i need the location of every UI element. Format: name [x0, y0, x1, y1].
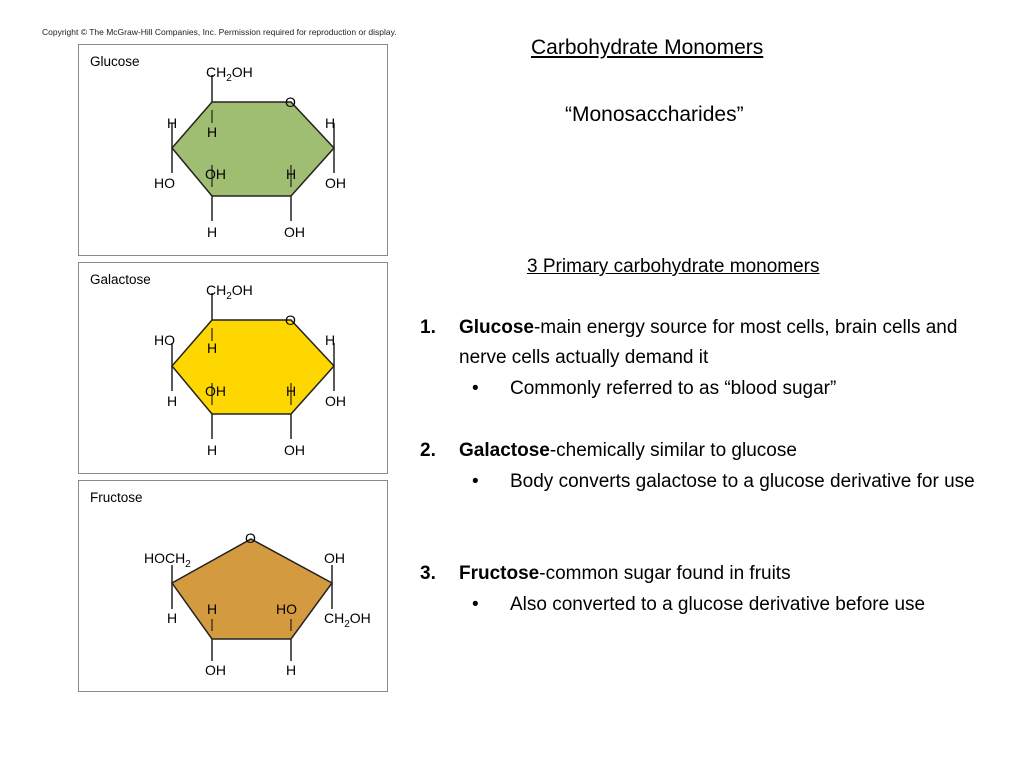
glucose-h-inner: H [207, 124, 218, 140]
bullet-text: Commonly referred to as “blood sugar” [510, 378, 837, 399]
bullet-galactose [472, 467, 992, 497]
bullet-icon: • [472, 471, 479, 492]
glucose-o: O [285, 94, 296, 110]
fructose-h-bottom: H [286, 662, 297, 678]
bullet-text: Also converted to a glucose derivative before use [510, 594, 926, 615]
item-number: 2. [420, 440, 436, 461]
galactose-ring [172, 320, 334, 414]
fructose-hoch2: $HOCH_2$ [144, 550, 191, 570]
fructose-h-left: H [167, 610, 178, 626]
glucose-h-inner2: H [286, 166, 297, 182]
copyright-notice: Copyright © The McGraw-Hill Companies, Inc. Permission required for reproduction or display. [42, 27, 397, 37]
glucose-label: Glucose [90, 54, 140, 69]
galactose-structure-panel [78, 262, 388, 474]
glucose-oh-inner: OH [205, 166, 226, 182]
bullet-icon: • [472, 594, 479, 615]
fructose-structure-panel [78, 480, 388, 692]
fructose-h-inner: H [207, 601, 218, 617]
item-number: 3. [420, 563, 436, 584]
fructose-oh-bottom: OH [205, 662, 226, 678]
galactose-oh-bottom: OH [284, 442, 305, 458]
galactose-oh-inner: OH [205, 383, 226, 399]
item-term: Galactose [459, 440, 550, 461]
glucose-oh-bottom: OH [284, 224, 305, 240]
galactose-h-left: H [167, 393, 178, 409]
fructose-oh-top: OH [324, 550, 345, 566]
glucose-h-left: H [167, 115, 178, 131]
galactose-h-right: H [325, 332, 336, 348]
slide-subtitle: “Monosaccharides” [565, 103, 744, 126]
fructose-ch2oh: $CH_2OH$ [324, 610, 371, 630]
fructose-ring [172, 539, 332, 639]
item-term: Fructose [459, 563, 540, 584]
item-term: Glucose [459, 317, 534, 338]
section-heading: 3 Primary carbohydrate monomers [527, 256, 820, 277]
item-description: -common sugar found in fruits [539, 563, 791, 584]
item-description: -main energy source for most cells, brain cells and nerve cells actually demand it [459, 317, 958, 368]
galactose-o: O [285, 312, 296, 328]
glucose-h-bottom: H [207, 224, 218, 240]
fructose-label: Fructose [90, 490, 143, 505]
item-number: 1. [420, 317, 436, 338]
bullet-text: Body converts galactose to a glucose derivative for use [510, 471, 975, 492]
glucose-structure-panel [78, 44, 388, 256]
fructose-ho-inner: HO [276, 601, 297, 617]
list-item-galactose [420, 436, 1000, 466]
slide-title: Carbohydrate Monomers [531, 36, 764, 59]
galactose-ho-left: HO [154, 332, 175, 348]
list-item-glucose [420, 313, 1000, 373]
bullet-icon: • [472, 378, 479, 399]
bullet-glucose [472, 374, 992, 404]
galactose-oh-right: OH [325, 393, 346, 409]
glucose-ring [172, 102, 334, 196]
fructose-ring-diagram [79, 481, 387, 691]
item-description: -chemically similar to glucose [549, 440, 797, 461]
galactose-h-inner: H [207, 340, 218, 356]
glucose-oh-right: OH [325, 175, 346, 191]
galactose-h-inner2: H [286, 383, 297, 399]
glucose-ch2oh: $CH_2OH$ [206, 64, 253, 84]
glucose-ho-left: HO [154, 175, 175, 191]
galactose-h-bottom: H [207, 442, 218, 458]
list-item-fructose [420, 559, 1000, 589]
fructose-o: O [245, 530, 256, 546]
galactose-label: Galactose [90, 272, 151, 287]
galactose-ch2oh: $CH_2OH$ [206, 282, 253, 302]
glucose-h-right: H [325, 115, 336, 131]
bullet-fructose [472, 590, 992, 620]
